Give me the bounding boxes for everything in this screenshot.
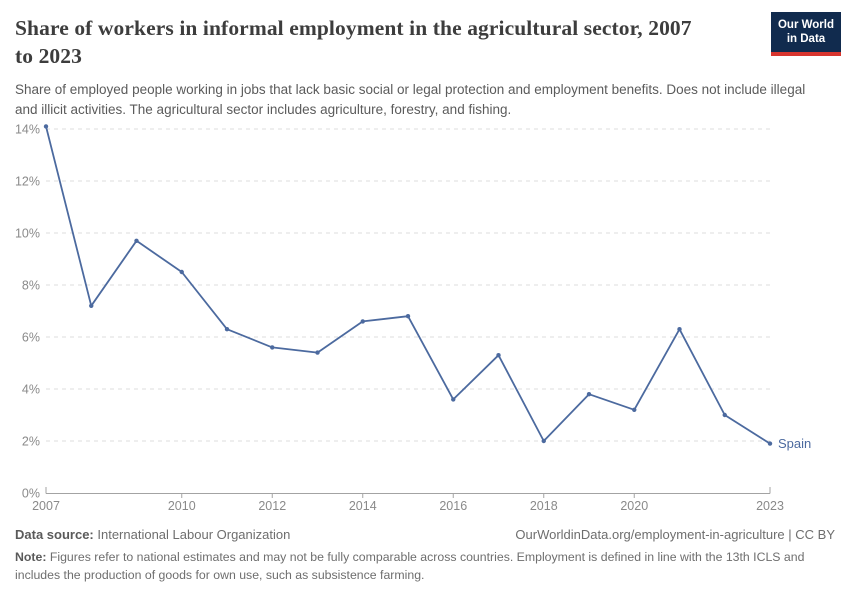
y-tick-label: 8% [21,278,40,293]
data-point [270,345,274,349]
data-point [89,304,93,308]
x-tick-label: 2020 [620,499,649,513]
data-point [451,397,455,401]
chart-note [15,549,835,585]
note-text: Figures refer to national estimates and may not be fully comparable across countries. Employment is defined in line with the 13th ICLS and includes the production of goods for own use, such as subsistence farming. [15,550,805,582]
data-point [315,350,319,354]
data-point [768,441,772,445]
data-point [723,413,727,417]
y-tick-label: 14% [14,122,40,137]
data-point [542,439,546,443]
chart-subtitle: Share of employed people working in jobs that lack basic social or legal protection and employment benefits. Does not include illegal and illicit activities. The agricultural sector includes agriculture, forestry, and fishing. [15,81,806,118]
owid-logo [771,12,841,56]
data-point [406,314,410,318]
note-label: Note: [15,550,47,564]
owid-citation-link[interactable]: OurWorldinData.org/employment-in-agriculture | CC BY [515,527,835,542]
y-tick-label: 6% [21,330,40,345]
chart-footer [0,527,850,585]
x-tick-label: 2018 [529,499,558,513]
data-point [225,327,229,331]
line-chart-svg [0,118,850,513]
y-tick-label: 0% [21,486,40,501]
x-tick-label: 2023 [756,499,784,513]
data-point [632,408,636,412]
footer-row [15,527,835,542]
y-tick-label: 4% [21,382,40,397]
data-source-label: Data source: [15,527,94,542]
series-end-label: Spain [778,436,812,452]
chart-area [0,118,850,513]
data-point [587,392,591,396]
data-point [496,353,500,357]
x-tick-label: 2016 [439,499,468,513]
data-source-value: International Labour Organization [97,527,291,542]
y-tick-label: 2% [21,434,40,449]
y-tick-label: 12% [14,174,40,189]
data-point [134,239,138,243]
data-point [361,319,365,323]
x-tick-label: 2014 [348,499,377,513]
data-source [15,527,290,542]
data-point [44,124,48,128]
x-tick-label: 2007 [32,499,60,513]
data-point [677,327,681,331]
owid-logo-line1: Our World [777,19,834,31]
y-tick-label: 10% [14,226,40,241]
data-point [180,270,184,274]
x-tick-label: 2010 [167,499,196,513]
chart-title: Share of workers in informal employment in the agricultural sector, 2007 to 2023 [15,16,692,68]
chart-header [0,0,850,120]
owid-logo-line2: in Data [786,33,826,46]
x-tick-label: 2012 [258,499,287,513]
